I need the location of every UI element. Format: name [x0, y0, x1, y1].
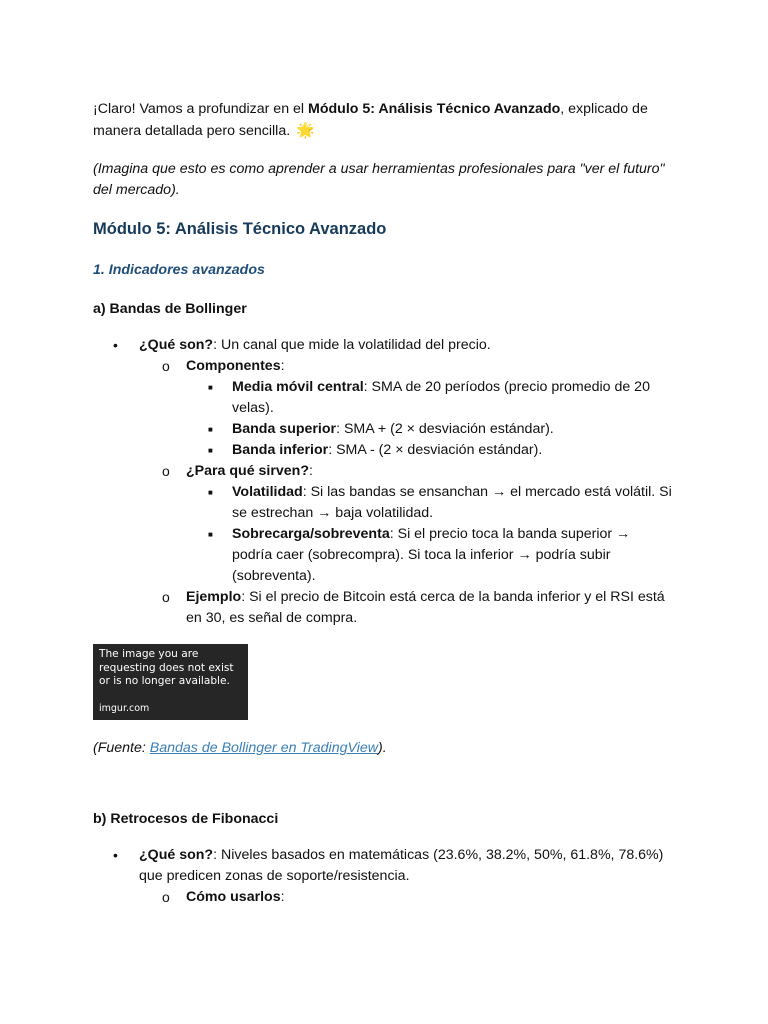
section-title: 1. Indicadores avanzados [93, 262, 265, 278]
list-item [186, 524, 674, 587]
bullet-icon: • [113, 337, 118, 353]
intro-prefix: ¡Claro! Vamos a profundizar en el [93, 101, 309, 117]
list-item [139, 887, 674, 908]
list-item [186, 482, 674, 524]
bullet-icon: ■ [208, 383, 213, 392]
item-label: Cómo usarlos [186, 889, 281, 905]
missing-image-line: requesting does not exist [99, 661, 234, 674]
bullet-icon: o [162, 463, 170, 479]
bollinger-list [93, 335, 674, 629]
item-label: Banda superior [232, 421, 337, 437]
fibonacci-title: b) Retrocesos de Fibonacci [93, 811, 279, 827]
bullet-icon: o [162, 589, 170, 605]
missing-image-line: or is no longer available. [99, 675, 230, 687]
list-item [93, 845, 674, 908]
bullet-icon: • [113, 847, 118, 863]
list-item [186, 440, 674, 461]
missing-image-placeholder [93, 644, 248, 720]
item-text: : [280, 358, 285, 374]
item-label: Media móvil central [232, 379, 364, 395]
item-text: : Niveles basados en matemáticas (23.6%, 38.2%, 50%, 61.8%, 78.6%) que predicen zonas de soporte/resistencia. [139, 847, 664, 884]
list-item [139, 587, 674, 629]
item-label: ¿Qué son? [139, 847, 214, 863]
bollinger-sublist [139, 356, 674, 629]
fibonacci-list [93, 845, 674, 908]
bullet-icon: ■ [208, 530, 213, 539]
item-text: : SMA + (2 × desviación estándar). [336, 421, 554, 437]
missing-image-footer: imgur.com [99, 702, 150, 714]
source-line [93, 738, 674, 759]
item-text: : [309, 463, 313, 479]
item-text: : Si el precio toca la banda superior → podría caer (sobrecompra). Si toca la inferior → podría subir (sobreventa). [232, 526, 631, 584]
components-list [186, 377, 674, 461]
item-text: : [280, 889, 285, 905]
item-label: Componentes [186, 358, 281, 374]
bullet-icon: ■ [208, 425, 213, 434]
item-text: : Si el precio de Bitcoin está cerca de la banda inferior y el RSI está en 30, es señal de compra. [186, 589, 665, 626]
tradingview-link[interactable]: Bandas de Bollinger en TradingView [149, 740, 378, 756]
list-item [139, 356, 674, 461]
intro-note: (Imagina que esto es como aprender a usar herramientas profesionales para "ver el futuro" del mercado). [93, 161, 665, 198]
item-text: : Si las bandas se ensanchan → el mercado está volátil. Si se estrechan → baja volatilidad. [232, 484, 672, 521]
list-item [186, 419, 674, 440]
bollinger-title: a) Bandas de Bollinger [93, 301, 247, 317]
item-label: Ejemplo [186, 589, 242, 605]
bullet-icon: ■ [208, 488, 213, 497]
source-suffix: ). [377, 740, 387, 756]
item-label: Banda inferior [232, 442, 329, 458]
item-label: ¿Qué son? [139, 337, 214, 353]
uses-list [186, 482, 674, 587]
source-prefix: (Fuente: [93, 740, 150, 756]
bullet-icon: o [162, 889, 170, 905]
sun-icon: 🌟 [296, 122, 315, 139]
item-label: Volatilidad [232, 484, 303, 500]
list-item [139, 461, 674, 587]
bullet-icon: ■ [208, 446, 213, 455]
item-text: : SMA - (2 × desviación estándar). [328, 442, 543, 458]
list-item [93, 335, 674, 629]
item-text: : SMA de 20 períodos (precio promedio de 20 velas). [232, 379, 650, 416]
module-title: Módulo 5: Análisis Técnico Avanzado [93, 220, 387, 238]
list-item [186, 377, 674, 419]
item-label: Sobrecarga/sobreventa [232, 526, 390, 542]
missing-image-line: The image you are [99, 648, 199, 660]
intro-bold: Módulo 5: Análisis Técnico Avanzado [308, 101, 561, 117]
item-text: : Un canal que mide la volatilidad del precio. [213, 337, 491, 353]
bullet-icon: o [162, 358, 170, 374]
intro-suffix: , explicado de manera detallada pero sencilla. [93, 101, 648, 139]
intro-paragraph [93, 99, 674, 142]
item-label: ¿Para qué sirven? [186, 463, 310, 479]
fibonacci-sublist [139, 887, 674, 908]
